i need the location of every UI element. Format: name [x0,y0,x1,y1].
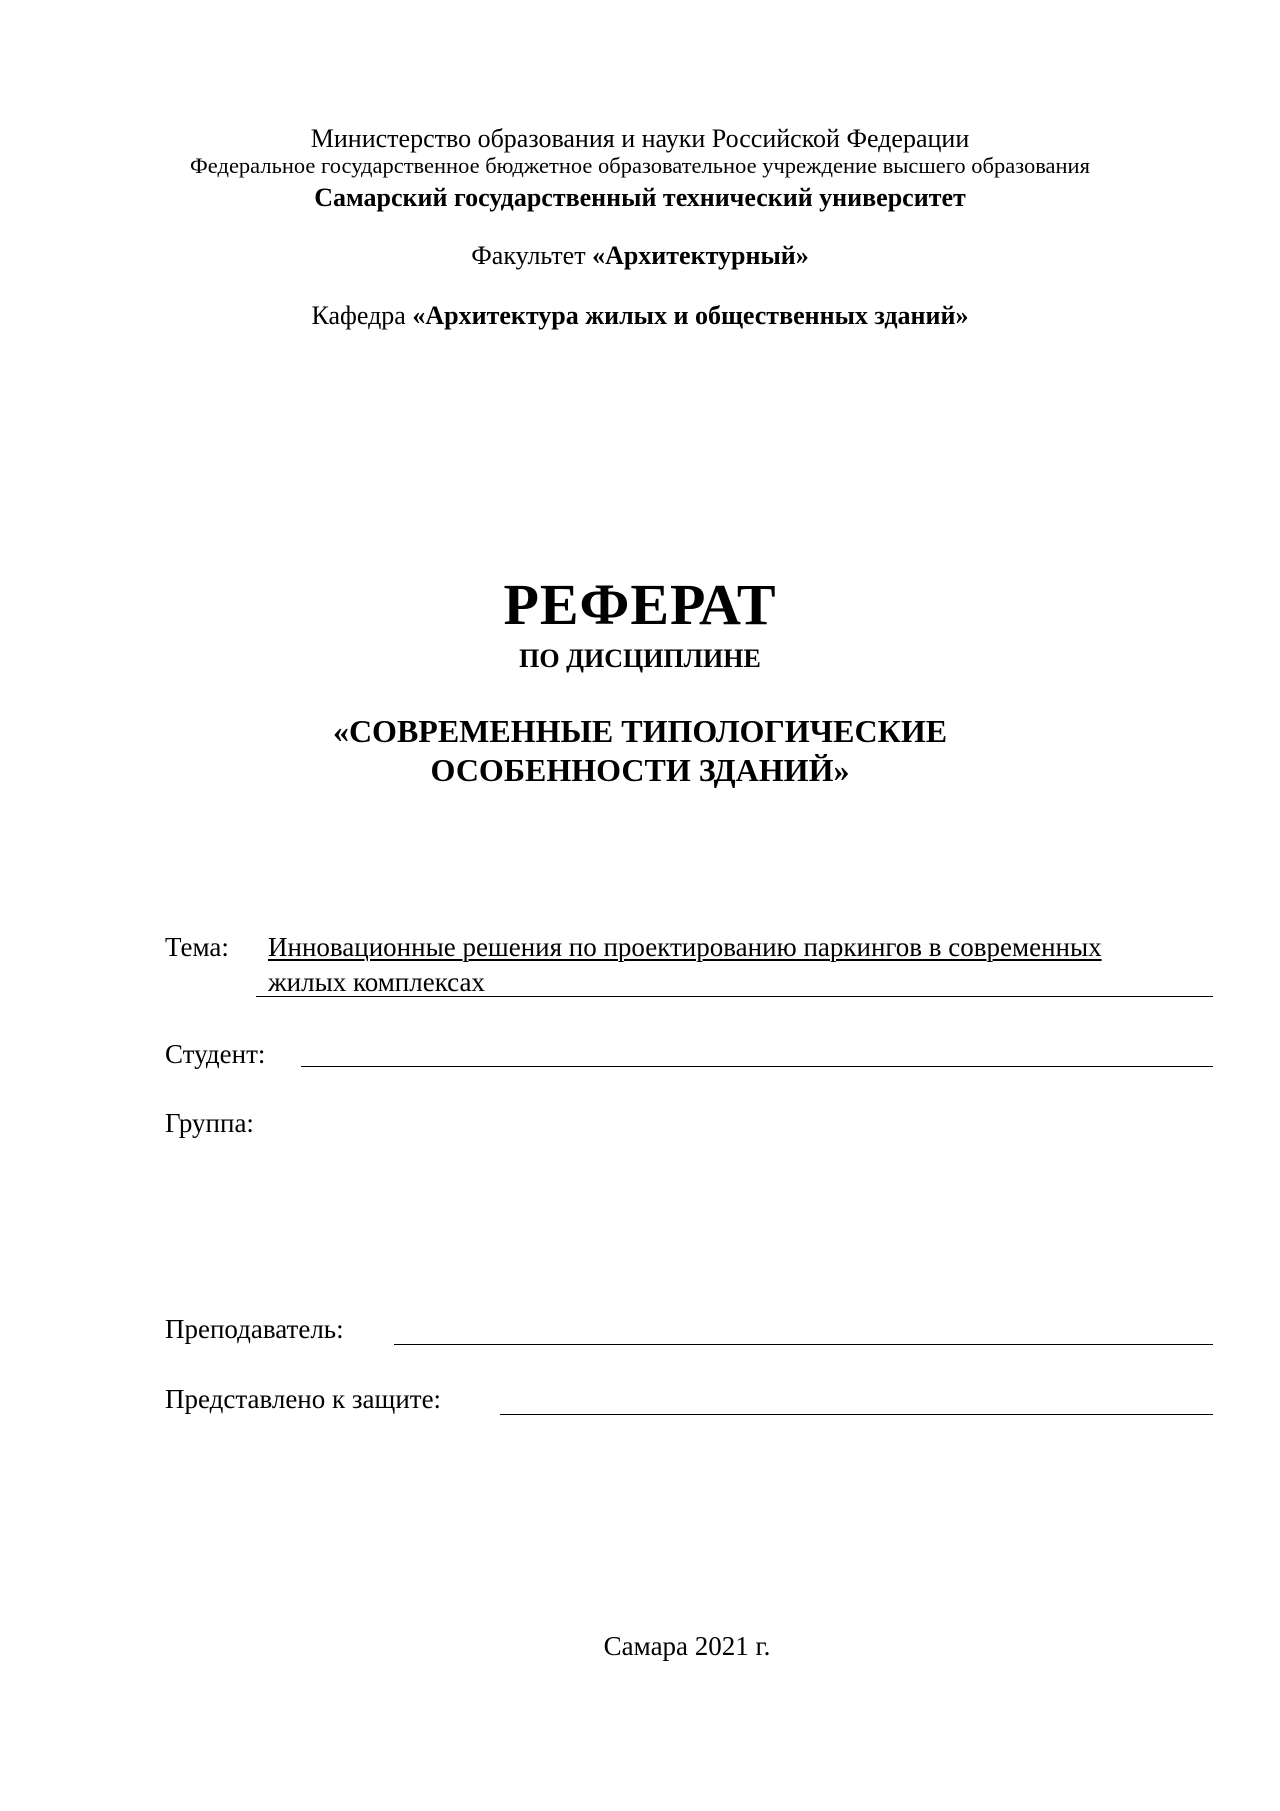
topic-text-line2: жилых комплексах [268,967,485,997]
topic-label: Тема: [165,932,229,962]
ministry-name: Министерство образования и науки Российской Федерации [310,124,970,153]
department-line [0,303,1280,329]
city-year: Самара 2021 г. [603,1631,771,1661]
teacher-underline [394,1344,1213,1345]
faculty-prefix: Факультет [471,241,593,270]
student-label: Студент: [165,1039,266,1069]
submitted-underline [500,1414,1213,1415]
discipline-title-line2: ОСОБЕННОСТИ ЗДАНИЙ» [430,752,850,788]
federal-institution: Федеральное государственное бюджетное образовательное учреждение высшего образования [190,153,1090,178]
faculty-name: «Архитектурный» [592,241,809,270]
university-name: Самарский государственный технический университет [314,183,966,212]
group-label: Группа: [165,1108,254,1138]
teacher-label: Преподаватель: [165,1314,344,1344]
student-underline [301,1066,1213,1067]
topic-underline [256,996,1213,997]
discipline-title-line1: «СОВРЕМЕННЫЕ ТИПОЛОГИЧЕСКИЕ [332,713,948,749]
faculty-line [0,243,1280,269]
submitted-label: Представлено к защите: [165,1384,442,1414]
department-name: «Архитектура жилых и общественных зданий» [412,301,969,330]
topic-text-line1: Инновационные решения по проектированию паркингов в современных [268,932,1102,962]
department-prefix: Кафедра [311,301,413,330]
document-title: РЕФЕРАТ [503,572,777,637]
document-subtitle: ПО ДИСЦИПЛИНЕ [519,644,761,673]
